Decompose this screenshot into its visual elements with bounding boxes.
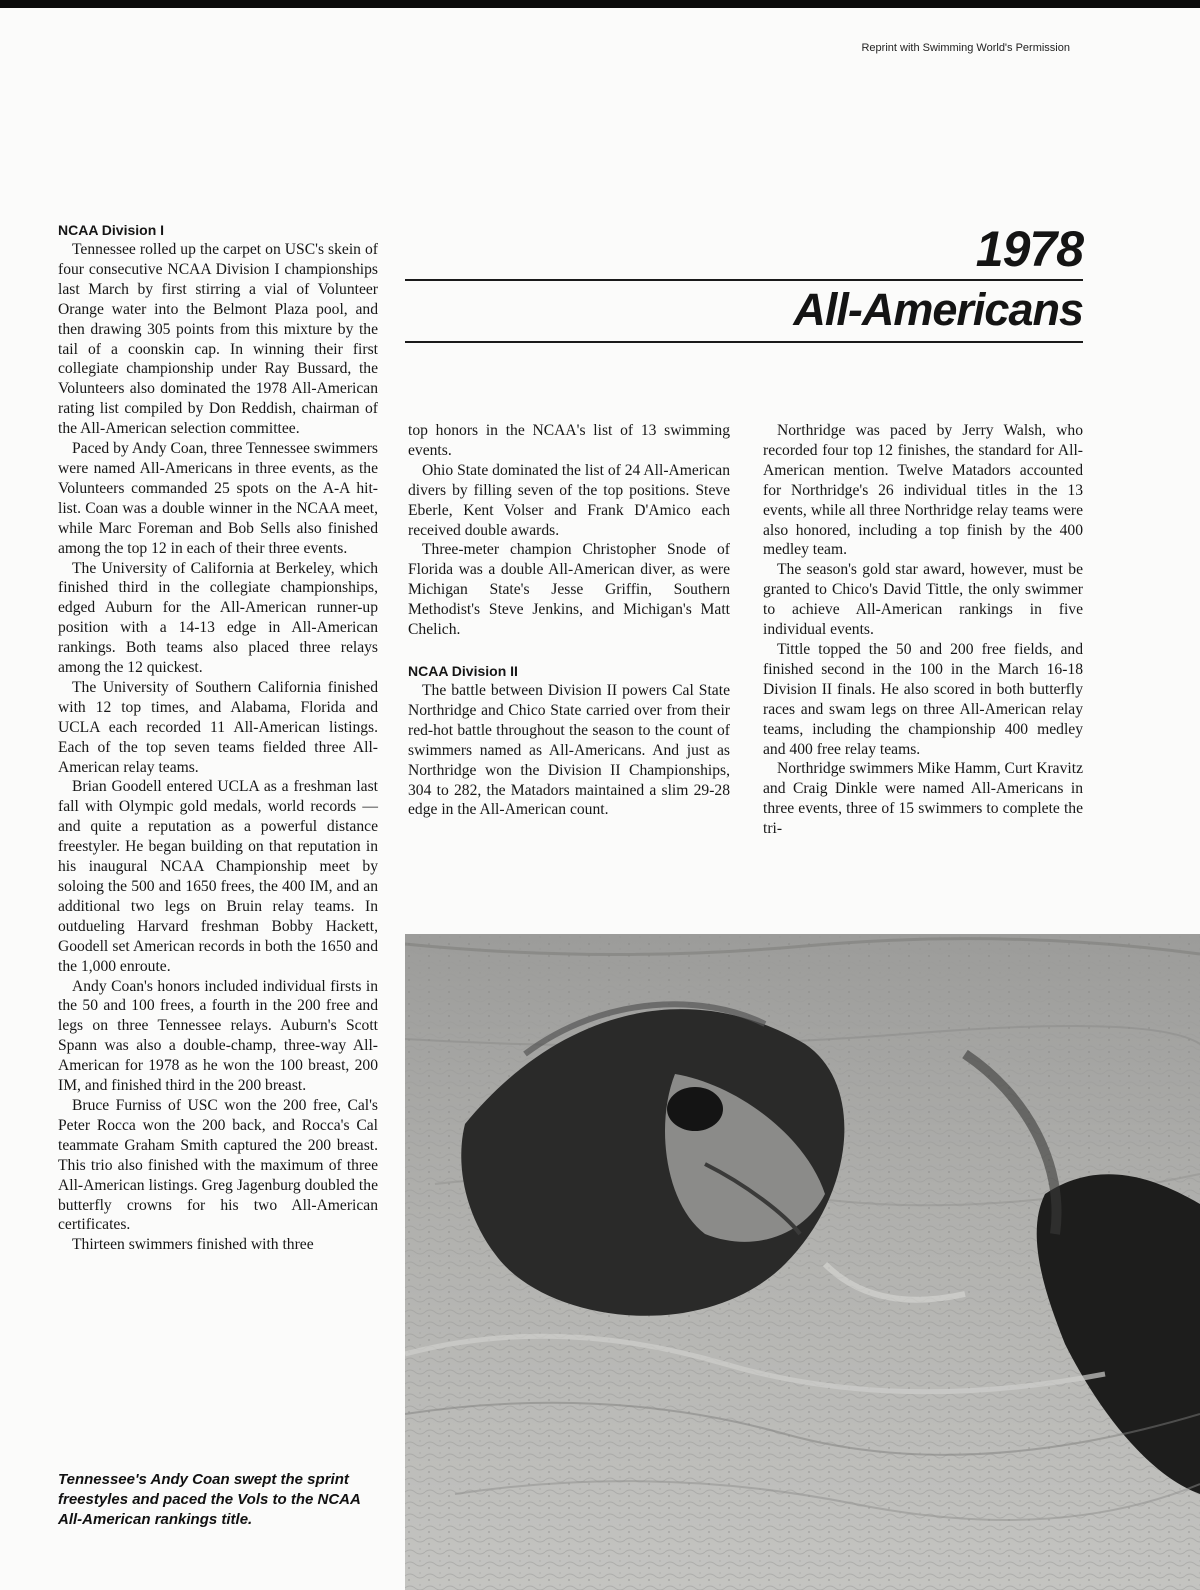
- paragraph: Three-meter champion Christopher Snode of Florida was a double All-American diver, as were Michigan State's Jesse Griffin, Southern Methodist's Steve Jenkins, and Michigan's Matt Chelich.: [408, 541, 730, 639]
- paragraph: Brian Goodell entered UCLA as a freshman last fall with Olympic gold medals, world records — and quite a reputation as a powerful distance freestyler. He began building on that reputation in his inaugural NCAA Championship meet by soloing the 500 and 1650 frees, the 400 IM, and an additional two legs on Bruin relay teams. In outdueling Harvard freshman Bobby Hackett, Goodell set American records in both the 1650 and the 1,000 enroute.: [58, 778, 378, 975]
- paragraph: The University of California at Berkeley, which finished third in the collegiate championships, edged Auburn for the All-American runner-up position with a 14-13 edge in All-American rankings. Both teams also placed three relays among the 12 quickest.: [58, 559, 378, 677]
- column-middle: [408, 421, 730, 820]
- goggle: [667, 1087, 723, 1131]
- paragraph: Tennessee rolled up the carpet on USC's skein of four consecutive NCAA Division I championships last March by first stirring a vial of Volunteer Orange water into the Belmont Plaza pool, and then drawing 305 points from this mixture by the tail of a coonskin cap. In winning their first collegiate championship under Ray Bussard, the Volunteers also dominated the 1978 All-American rating list compiled by Don Reddish, chairman of the All-American selection committee.: [58, 241, 378, 438]
- title-year: 1978: [975, 221, 1083, 277]
- paragraph: Northridge swimmers Mike Hamm, Curt Kravitz and Craig Dinkle were named All-Americans in three events, three of 15 swimmers to complete the tri-: [763, 760, 1083, 838]
- paragraph: Paced by Andy Coan, three Tennessee swimmers were named All-Americans in three events, as the Volunteers commanded 25 spots on the A-A hit-list. Coan was a double winner in the NCAA meet, while Marc Foreman and Bob Sells also finished among the top 12 in each of their three events.: [58, 440, 378, 557]
- top-border: [0, 0, 1200, 8]
- photo-caption: Tennessee's Andy Coan swept the sprint freestyles and paced the Vols to the NCAA All-American rankings title.: [58, 1471, 361, 1528]
- paragraph: Northridge was paced by Jerry Walsh, who recorded four top 12 finishes, the standard for All-American mention. Twelve Matadors accounted for Northridge's 26 individual titles in the 13 events, while all three Northridge relay teams were also honored, including a top finish by the 400 medley team.: [763, 422, 1083, 559]
- title-divider: [405, 279, 1083, 281]
- paragraph: top honors in the NCAA's list of 13 swimming events.: [408, 422, 730, 459]
- article-title: [405, 222, 1083, 343]
- paragraph: Bruce Furniss of USC won the 200 free, Cal's Peter Rocca won the 200 back, and Rocca's Cal teammate Graham Smith captured the 200 breast. This trio also finished with the maximum of three All-American listings. Greg Jagenburg doubled the butterfly crowns for his two All-American certificates.: [58, 1096, 378, 1234]
- reprint-notice: Reprint with Swimming World's Permission: [861, 42, 1070, 54]
- paragraph: The season's gold star award, however, must be granted to Chico's David Tittle, the only swimmer to achieve All-American rankings in five individual events.: [763, 561, 1083, 639]
- subhead-division-2: NCAA Division II: [408, 662, 518, 679]
- column-left: [58, 221, 378, 1255]
- paragraph: The battle between Division II powers Cal State Northridge and Chico State carried over from their red-hot battle throughout the season to the count of swimmers named as All-Americans. And just as Northridge won the Division II Championships, 304 to 282, the Matadors maintained a slim 29-28 edge in the All-American count.: [408, 681, 730, 819]
- subhead-division-1: NCAA Division I: [58, 222, 165, 238]
- title-heading: All-Americans: [793, 284, 1083, 335]
- title-divider-bottom: [405, 341, 1083, 343]
- paragraph: The University of Southern California finished with 12 top times, and Alabama, Florida and UCLA each recorded 11 All-American listings. Each of the top seven teams fielded three All-American relay teams.: [58, 678, 378, 776]
- swimmer-photo: [405, 934, 1200, 1590]
- paragraph: Thirteen swimmers finished with three: [72, 1236, 314, 1254]
- paragraph: Andy Coan's honors included individual firsts in the 50 and 100 frees, a fourth in the 200 free and legs on three Tennessee relays. Auburn's Scott Spann was also a double-champ, three-way All-American for 1978 as he won the 100 breast, 200 IM, and finished third in the 200 breast.: [58, 977, 378, 1095]
- paragraph: Ohio State dominated the list of 24 All-American divers by filling seven of the top positions. Steve Eberle, Kent Volser and Frank D'Amico each received double awards.: [408, 461, 730, 539]
- paragraph: Tittle topped the 50 and 200 free fields, and finished second in the 100 in the March 16-18 Division II finals. He also scored in both butterfly races and swam legs on three All-American relay teams, including the championship 400 medley and 400 free relay teams.: [763, 640, 1083, 758]
- column-right: [763, 421, 1083, 839]
